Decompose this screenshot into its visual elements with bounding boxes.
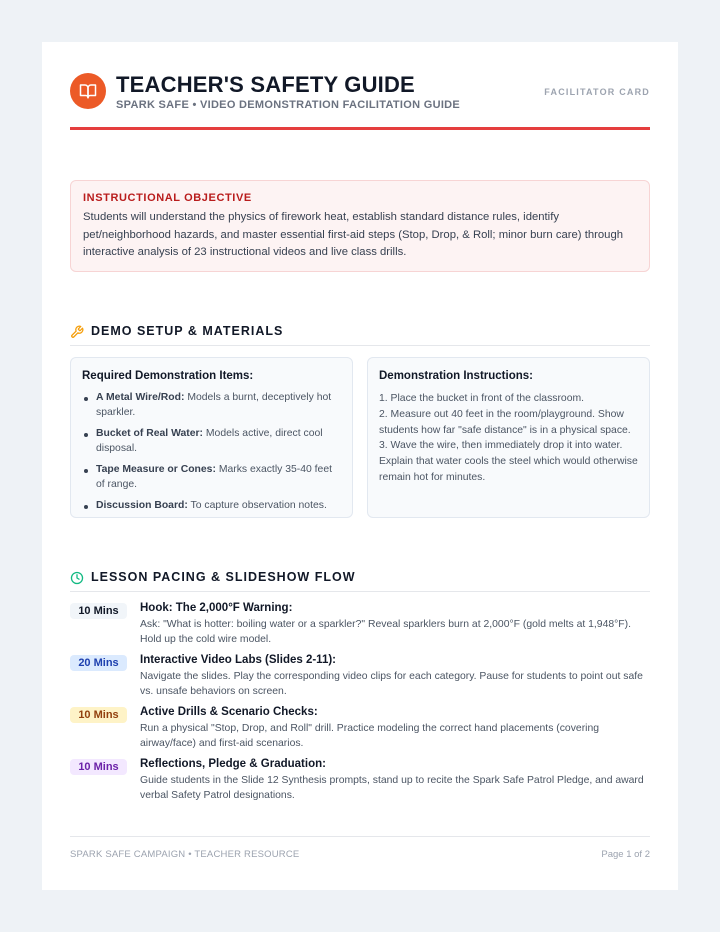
pacing-title: Interactive Video Labs (Slides 2-11): [140, 654, 336, 666]
pacing-title: Reflections, Pledge & Graduation: [140, 758, 326, 770]
material-term: Discussion Board: [96, 500, 188, 511]
wrench-icon [70, 325, 84, 339]
instruction-step: 3. Wave the wire, then immediately drop it into water. Explain that water cools the steel which would otherwise remain hot for minutes. [379, 440, 638, 483]
material-term: A Metal Wire/Rod: [96, 392, 185, 403]
page-subtitle: SPARK SAFE • VIDEO DEMONSTRATION FACILITATION GUIDE [116, 99, 461, 111]
instruction-step: 1. Place the bucket in front of the classroom. [379, 393, 585, 404]
clock-icon [70, 571, 84, 585]
material-term: Tape Measure or Cones: [96, 464, 216, 475]
page-header [70, 72, 650, 130]
materials-list [82, 391, 341, 514]
section-title: LESSON PACING & SLIDESHOW FLOW [91, 570, 356, 584]
book-icon [70, 73, 106, 109]
duration-badge: 10 Mins [70, 603, 127, 619]
material-desc: Models a burnt, deceptively hot sparkler. [96, 392, 332, 418]
duration-badge: 20 Mins [70, 655, 127, 671]
materials-card [70, 357, 353, 518]
duration-badge: 10 Mins [70, 759, 127, 775]
list-item [82, 463, 341, 492]
material-desc: Models active, direct cool disposal. [96, 428, 323, 454]
header-divider [70, 127, 650, 130]
page-title: TEACHER'S SAFETY GUIDE [116, 72, 415, 97]
list-item [82, 499, 341, 514]
list-item [82, 391, 341, 420]
footer-divider [70, 836, 650, 837]
instruction-step: 2. Measure out 40 feet in the room/playground. Show students how far "safe distance" is in a physical space. [379, 408, 631, 436]
lesson-pacing-heading [70, 570, 650, 592]
duration-badge: 10 Mins [70, 707, 127, 723]
demo-setup-heading [70, 324, 650, 346]
instructions-card [367, 357, 650, 518]
instructional-objective-box [70, 180, 650, 272]
footer-campaign: SPARK SAFE CAMPAIGN • TEACHER RESOURCE [70, 849, 300, 860]
pacing-title: Active Drills & Scenario Checks: [140, 706, 318, 718]
material-term: Bucket of Real Water: [96, 428, 204, 439]
material-desc: To capture observation notes. [190, 500, 327, 511]
materials-title: Required Demonstration Items: [82, 370, 254, 382]
section-title: DEMO SETUP & MATERIALS [91, 324, 284, 338]
guide-page [42, 42, 678, 890]
page-content [70, 72, 650, 860]
pacing-desc: Ask: "What is hotter: boiling water or a sparkler?" Reveal sparklers burn at 2,000°F (gold melts at 1,948°F). Hold up the cold wire model. [140, 619, 631, 646]
instructions-title: Demonstration Instructions: [379, 370, 533, 382]
objective-heading: INSTRUCTIONAL OBJECTIVE [83, 192, 252, 204]
page-number: Page 1 of 2 [601, 849, 650, 860]
pacing-desc: Run a physical "Stop, Drop, and Roll" drill. Practice modeling the correct hand placements (covering airway/face) and first-aid scenarios. [140, 723, 600, 750]
objective-text: Students will understand the physics of firework heat, establish standard distance rules, identify pet/neighborhood hazards, and master essential first-aid steps (Stop, Drop, & Roll; minor burn care) through interactive analysis of 23 instructional videos and live class drills. [83, 211, 624, 258]
pacing-desc: Guide students in the Slide 12 Synthesis prompts, stand up to recite the Spark Safe Patrol Pledge, and award verbal Safety Patrol designations. [140, 775, 644, 802]
list-item [82, 427, 341, 456]
facilitator-card-label: FACILITATOR CARD [544, 87, 650, 97]
pacing-desc: Navigate the slides. Play the corresponding video clips for each category. Pause for students to point out safe vs. unsafe behaviors on screen. [140, 671, 643, 698]
material-desc: Marks exactly 35-40 feet of range. [96, 464, 333, 490]
pacing-title: Hook: The 2,000°F Warning: [140, 602, 293, 614]
